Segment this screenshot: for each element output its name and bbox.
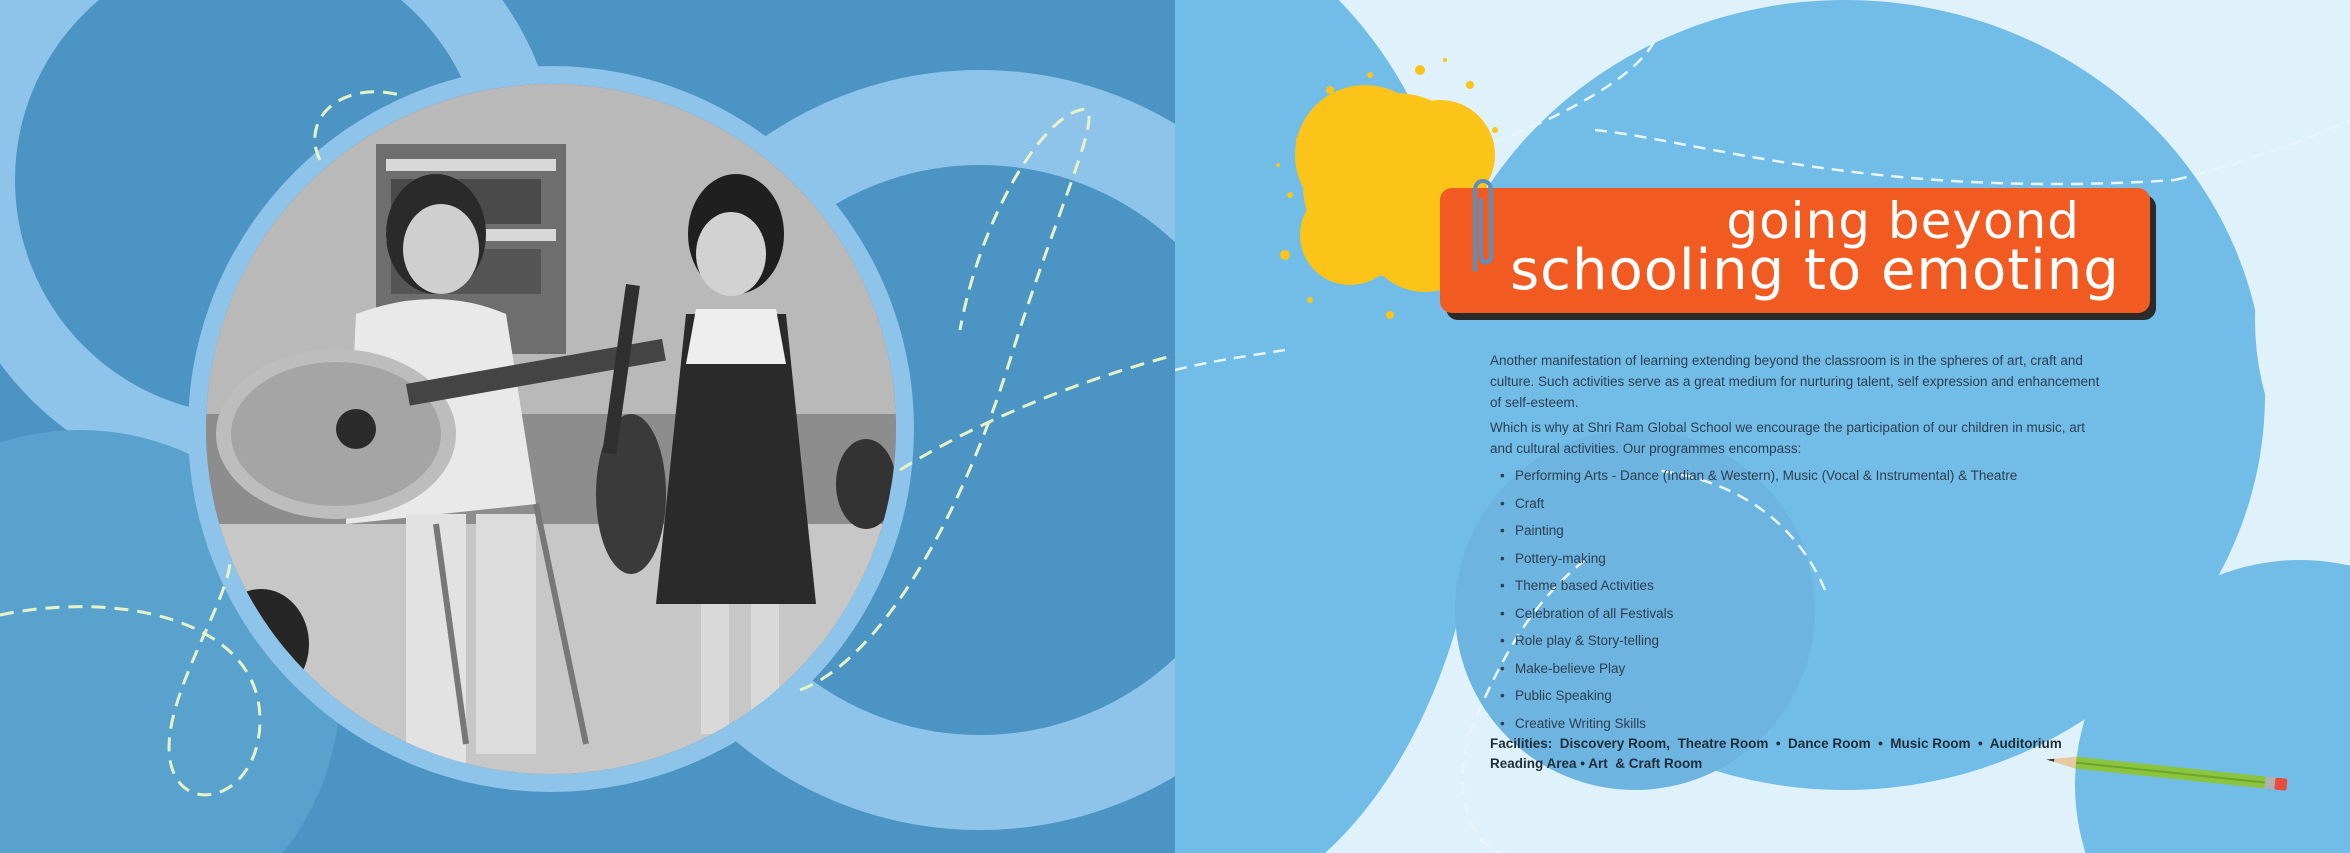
right-page	[1175, 0, 2350, 853]
list-item: • Public Speaking	[1500, 685, 2100, 706]
list-item: • Performing Arts - Dance (Indian & Western), Music (Vocal & Instrumental) & Theatre	[1500, 465, 2100, 486]
facilities-line-1: Facilities: Discovery Room, Theatre Room • Dance Room • Music Room • Auditorium	[1490, 736, 2062, 751]
list-item: • Painting	[1500, 520, 2100, 541]
heading-banner	[1440, 188, 2150, 313]
list-item: • Theme based Activities	[1500, 575, 2100, 596]
facilities-line-2: Reading Area • Art & Craft Room	[1490, 756, 1703, 771]
intro-paragraph-2: Which is why at Shri Ram Global School we encourage the participation of our children in music, art and cultural activities. Our programmes encompass:	[1490, 420, 2086, 456]
body-text	[1490, 350, 2100, 740]
pencil-icon	[2035, 752, 2295, 802]
heading-line-2: schooling to emoting	[1510, 238, 2120, 303]
list-item: • Creative Writing Skills	[1500, 713, 2100, 734]
paperclip-icon	[1461, 170, 1501, 280]
intro-paragraph-1: Another manifestation of learning extending beyond the classroom is in the spheres of art, craft and culture. Such activities serve as a great medium for nurturing talent, self expression and enhancement of self-esteem.	[1490, 353, 2100, 410]
list-item: • Pottery-making	[1500, 548, 2100, 569]
facilities	[1490, 734, 2110, 774]
programme-list	[1490, 465, 2100, 734]
list-item: • Celebration of all Festivals	[1500, 603, 2100, 624]
list-item: • Role play & Story-telling	[1500, 630, 2100, 651]
list-item: • Make-believe Play	[1500, 658, 2100, 679]
heading-line-1: going beyond	[1726, 192, 2080, 250]
list-item: • Craft	[1500, 493, 2100, 514]
